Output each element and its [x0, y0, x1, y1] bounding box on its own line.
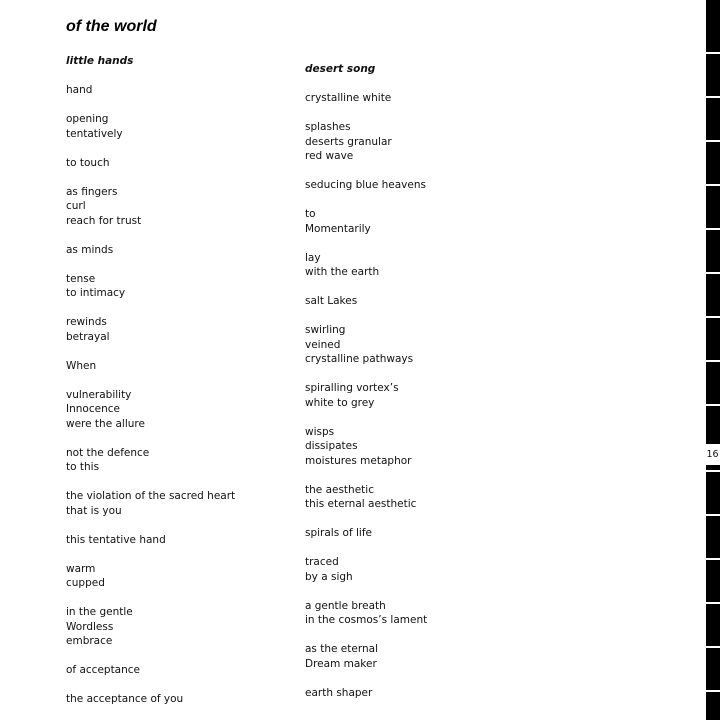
poem-line: white to grey	[305, 396, 375, 409]
page-number: 16	[705, 444, 720, 465]
poem-line: were the allure	[66, 417, 145, 430]
poem-line: not the defence	[66, 446, 150, 459]
poem-line: opening	[66, 113, 109, 125]
stanza	[66, 489, 296, 518]
poem-line: reach for trust	[66, 214, 142, 227]
stanza	[305, 207, 535, 236]
poem-line: tense	[66, 272, 96, 285]
stanza	[305, 120, 535, 164]
stanza	[66, 692, 296, 707]
poem-line: veined	[305, 338, 341, 351]
poem-line: lay	[305, 251, 321, 264]
stanza	[66, 112, 296, 141]
poem-line: seducing blue heavens	[305, 179, 426, 191]
poem-title: desert song	[305, 63, 376, 75]
stanza	[66, 185, 296, 229]
poem-line: hand	[66, 84, 93, 96]
poem-line: that is you	[66, 504, 122, 517]
stanza	[305, 323, 535, 367]
poem-line: embrace	[66, 635, 113, 647]
stanza	[66, 359, 296, 374]
poem-line: spirals of life	[305, 527, 372, 539]
poem-line: by a sigh	[305, 570, 353, 583]
stanza	[66, 83, 296, 98]
stanza	[66, 663, 296, 678]
edge-notch	[706, 184, 720, 186]
stanza	[66, 243, 296, 258]
edge-notch	[706, 272, 720, 274]
poem-line: in the gentle	[66, 606, 133, 618]
stanza	[66, 388, 296, 432]
edge-notch	[706, 470, 720, 472]
edge-notch	[706, 228, 720, 230]
poem-line: to touch	[66, 156, 110, 169]
poem-line: curl	[66, 200, 86, 212]
poem-line: the violation of the sacred heart	[66, 490, 236, 502]
poem-body	[66, 83, 296, 707]
stanza	[305, 555, 535, 584]
poem-line: as fingers	[66, 185, 118, 198]
edge-notch	[706, 404, 720, 406]
poem-line: dissipates	[305, 440, 358, 452]
poem-body	[305, 91, 535, 700]
page-title: of the world	[66, 18, 157, 35]
poem-line: the acceptance of you	[66, 693, 184, 705]
poem-line: red wave	[305, 150, 354, 162]
stanza	[66, 605, 296, 649]
poem-line: deserts granular	[305, 135, 392, 148]
poem-line: splashes	[305, 121, 351, 133]
poem-line: swirling	[305, 324, 346, 336]
poem-line: this eternal aesthetic	[305, 498, 417, 510]
poem-line: a gentle breath	[305, 599, 386, 612]
poem-line: tentatively	[66, 127, 123, 140]
edge-notch	[706, 558, 720, 560]
poem-line: moistures metaphor	[305, 454, 412, 467]
stanza	[66, 533, 296, 548]
poem-line: earth shaper	[305, 686, 373, 699]
poem-line: warm	[66, 562, 96, 575]
poem-line: Innocence	[66, 403, 120, 415]
poem-line: to	[305, 208, 316, 220]
poem-line: traced	[305, 556, 339, 568]
stanza	[305, 251, 535, 280]
poem-line: spiralling vortex’s	[305, 382, 399, 394]
edge-notch	[706, 140, 720, 142]
stanza	[305, 91, 535, 106]
poem-line: of acceptance	[66, 664, 141, 676]
stanza	[66, 156, 296, 171]
edge-notch	[706, 602, 720, 604]
poem-line: to intimacy	[66, 287, 126, 299]
edge-notch	[706, 514, 720, 516]
poem-line: crystalline pathways	[305, 353, 414, 365]
stanza	[66, 272, 296, 301]
poem-line: to this	[66, 461, 100, 473]
poem-line: Dream maker	[305, 657, 377, 670]
stanza	[66, 446, 296, 475]
edge-notch	[706, 360, 720, 362]
poem-line: Momentarily	[305, 222, 371, 235]
poem-line: Wordless	[66, 620, 114, 633]
poem-line: wisps	[305, 425, 335, 438]
poem-line: in the cosmos’s lament	[305, 614, 428, 626]
edge-notch	[706, 316, 720, 318]
edge-notch	[706, 96, 720, 98]
stanza	[305, 178, 535, 193]
stanza	[305, 642, 535, 671]
poem-line: crystalline white	[305, 92, 392, 104]
poem-line: betrayal	[66, 330, 110, 343]
edge-notch	[706, 52, 720, 54]
stanza	[305, 425, 535, 469]
poem-line: rewinds	[66, 316, 107, 328]
stanza	[66, 315, 296, 344]
stanza	[305, 526, 535, 541]
poem-line: When	[66, 359, 97, 372]
stanza	[305, 599, 535, 628]
poem-line: the aesthetic	[305, 483, 374, 496]
poem-line: vulnerability	[66, 388, 132, 401]
stanza	[305, 294, 535, 309]
poem-line: as the eternal	[305, 643, 378, 655]
poem-title: little hands	[66, 55, 134, 67]
poem-line: this tentative hand	[66, 533, 166, 546]
stanza	[305, 483, 535, 512]
poem-little-hands	[66, 54, 296, 721]
poem-line: with the earth	[305, 266, 380, 278]
edge-notch	[706, 690, 720, 692]
poem-line: salt Lakes	[305, 295, 358, 307]
stanza	[305, 686, 535, 701]
poem-desert-song	[305, 62, 535, 715]
edge-notch	[706, 646, 720, 648]
stanza	[66, 562, 296, 591]
poem-line: as minds	[66, 243, 114, 256]
stanza	[305, 381, 535, 410]
poem-line: cupped	[66, 577, 105, 589]
